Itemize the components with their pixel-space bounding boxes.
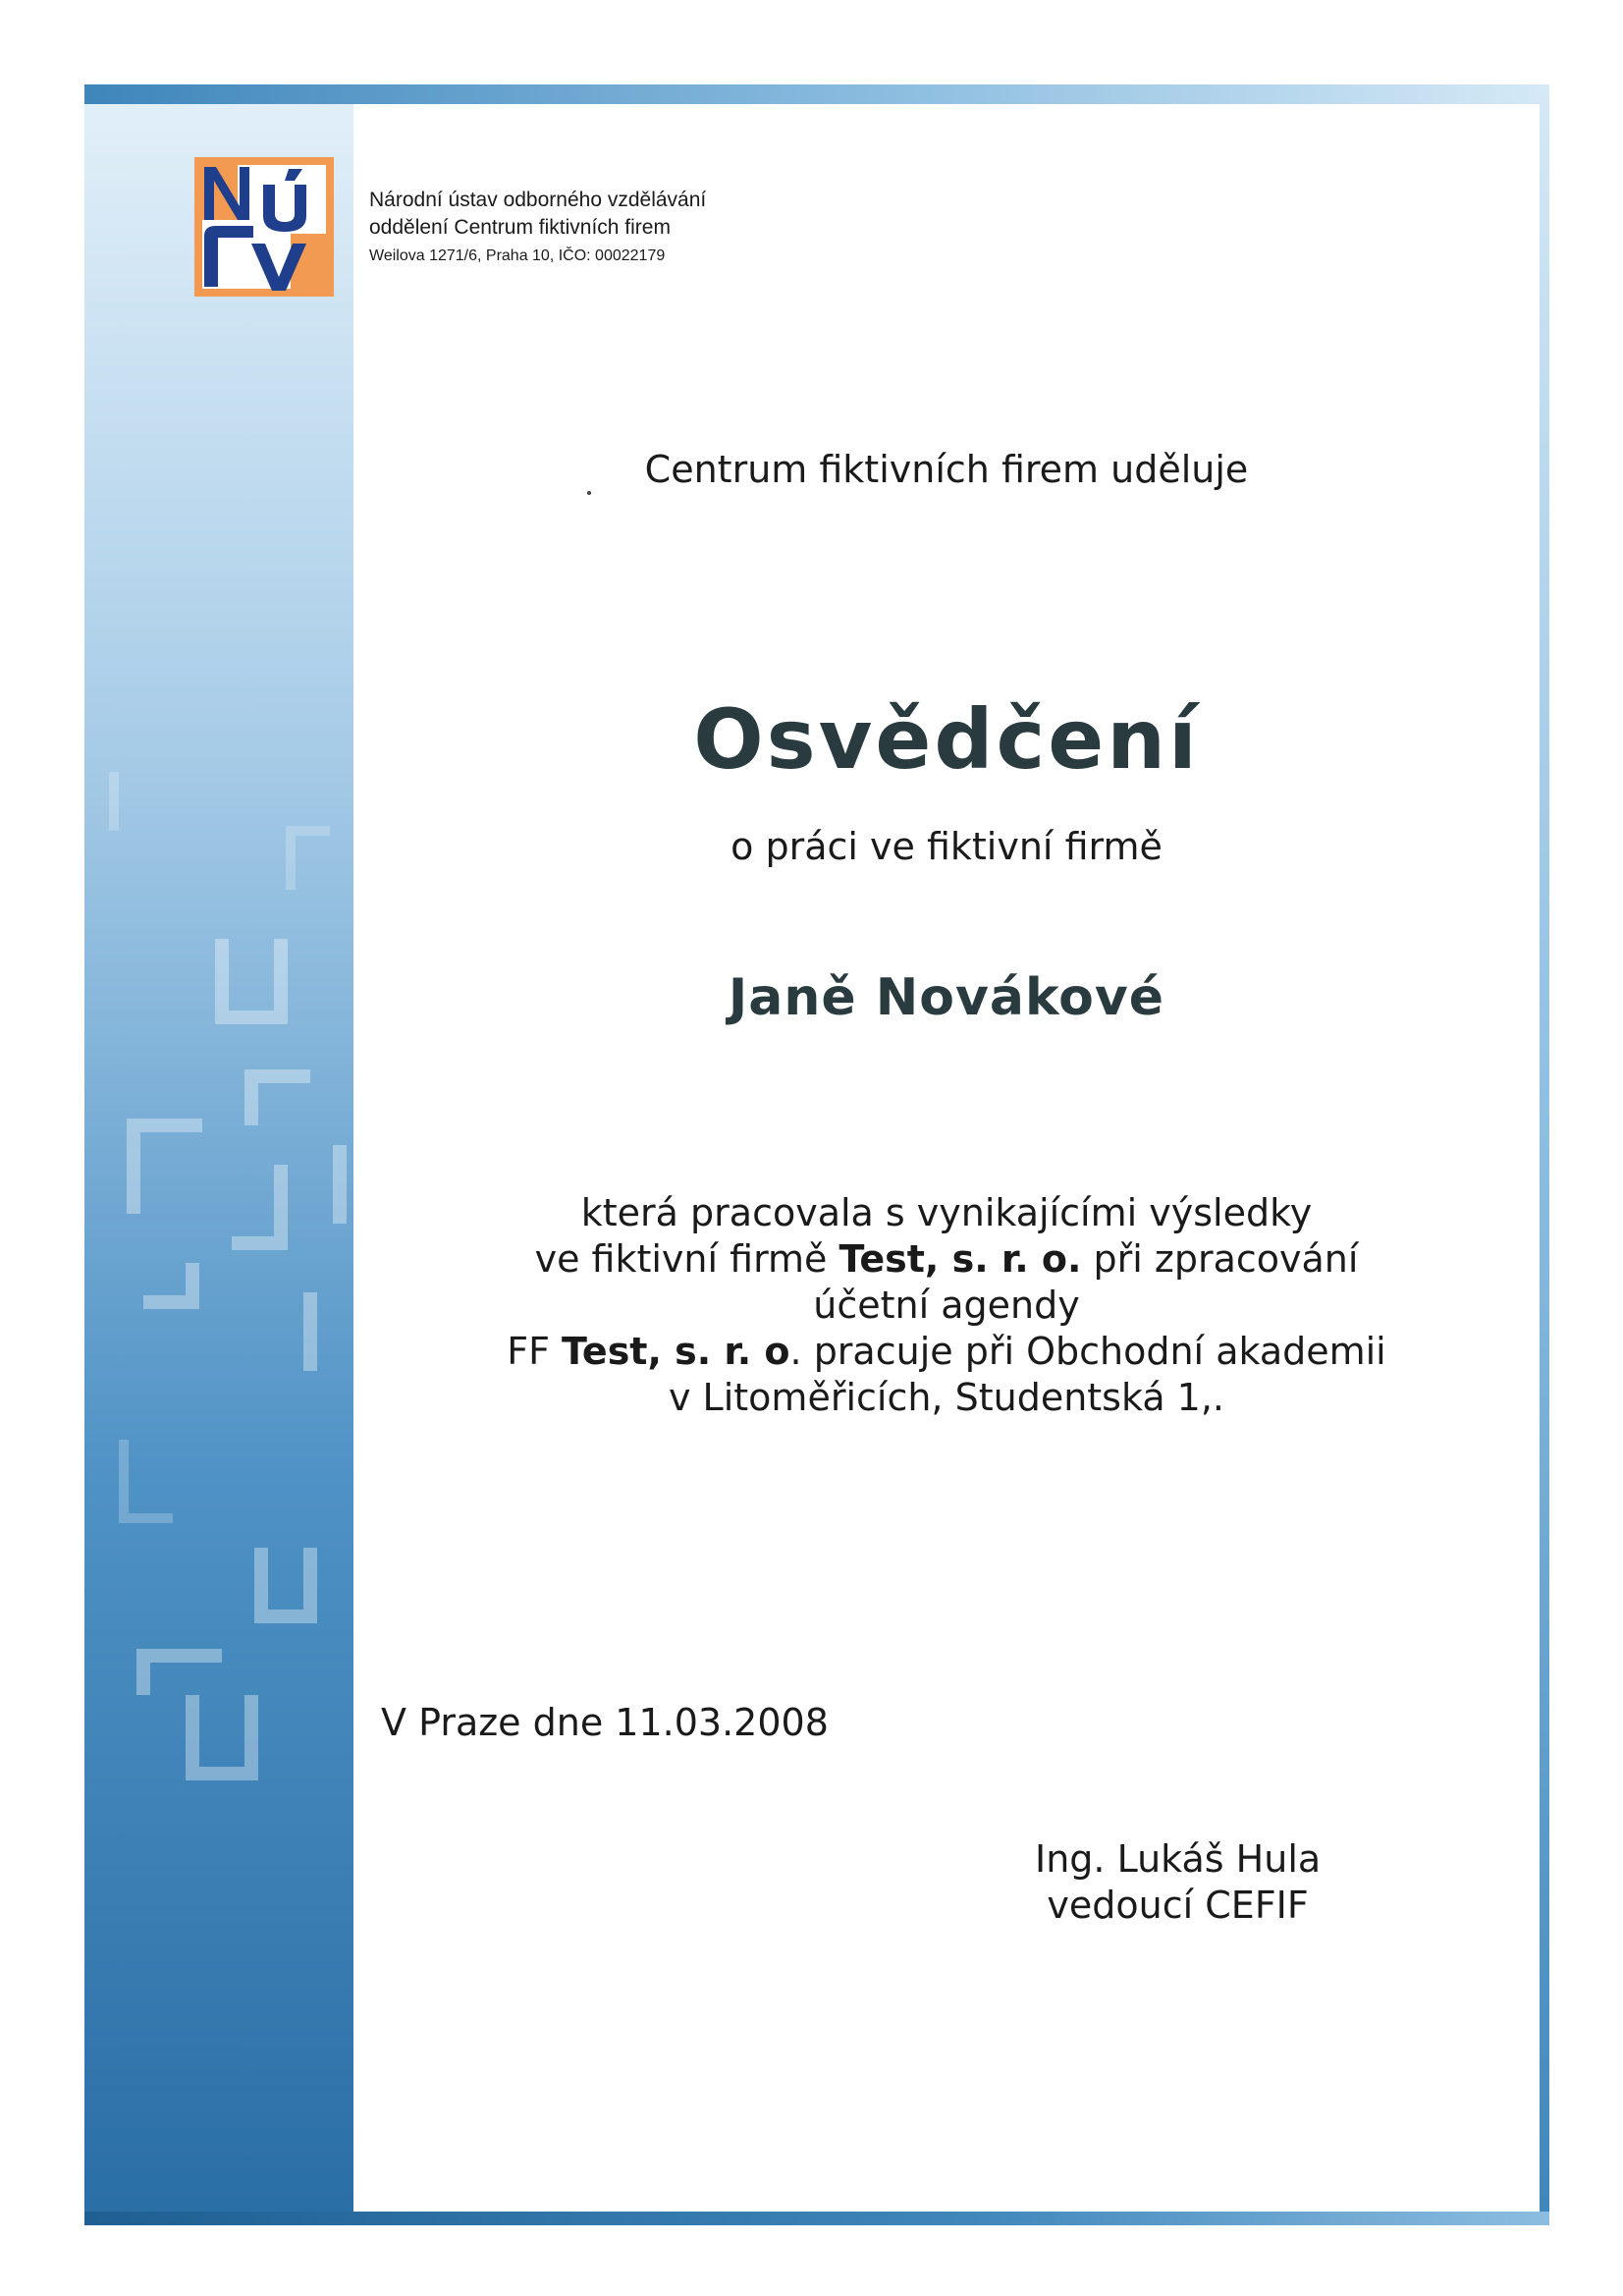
body-line-2-post: při zpracování xyxy=(1081,1237,1359,1281)
scan-speck xyxy=(587,491,591,495)
signatory-role: vedoucí CEFIF xyxy=(1047,1884,1309,1927)
company-name-2: Test, s. r. o xyxy=(562,1330,790,1373)
org-name: Národní ústav odborného vzdělávání xyxy=(369,189,707,211)
nuv-logo-icon xyxy=(194,157,334,297)
certificate-paper xyxy=(353,104,1540,2212)
decorative-left-strip xyxy=(84,84,353,2225)
body-line-2 xyxy=(353,1236,1540,1283)
body-line-1: která pracovala s vynikajícími výsledky xyxy=(580,1191,1313,1234)
body-line-4 xyxy=(353,1329,1540,1375)
org-address: Weilova 1271/6, Praha 10, IČO: 00022179 xyxy=(369,247,666,264)
organization-header xyxy=(369,187,706,271)
bracket-pattern-icon xyxy=(84,84,353,2225)
certificate-title: Osvědčení xyxy=(693,691,1200,788)
recipient-name: Janě Novákové xyxy=(728,968,1165,1027)
org-department: oddělení Centrum fiktivních firem xyxy=(369,216,671,239)
body-line-4-pre: FF xyxy=(507,1330,563,1373)
body-line-5: v Litoměřicích, Studentská 1,. xyxy=(668,1376,1225,1419)
frame-top-band xyxy=(84,84,1549,104)
signatory-name: Ing. Lukáš Hula xyxy=(1035,1837,1322,1881)
company-name: Test, s. r. o. xyxy=(839,1237,1082,1281)
nuv-logo xyxy=(194,157,334,297)
grants-line: Centrum fiktivních firem uděluje xyxy=(644,448,1249,491)
certificate-body xyxy=(353,1190,1540,1421)
body-line-4-post: . pracuje při Obchodní akademii xyxy=(789,1330,1386,1373)
frame-bottom-band xyxy=(84,2212,1549,2225)
issue-date: V Praze dne 11.03.2008 xyxy=(381,1701,829,1744)
certificate-subtitle: o práci ve fiktivní firmě xyxy=(730,825,1163,868)
body-line-3: účetní agendy xyxy=(813,1284,1080,1327)
body-line-2-pre: ve fiktivní firmě xyxy=(534,1237,839,1281)
signature-block xyxy=(1035,1836,1321,1929)
